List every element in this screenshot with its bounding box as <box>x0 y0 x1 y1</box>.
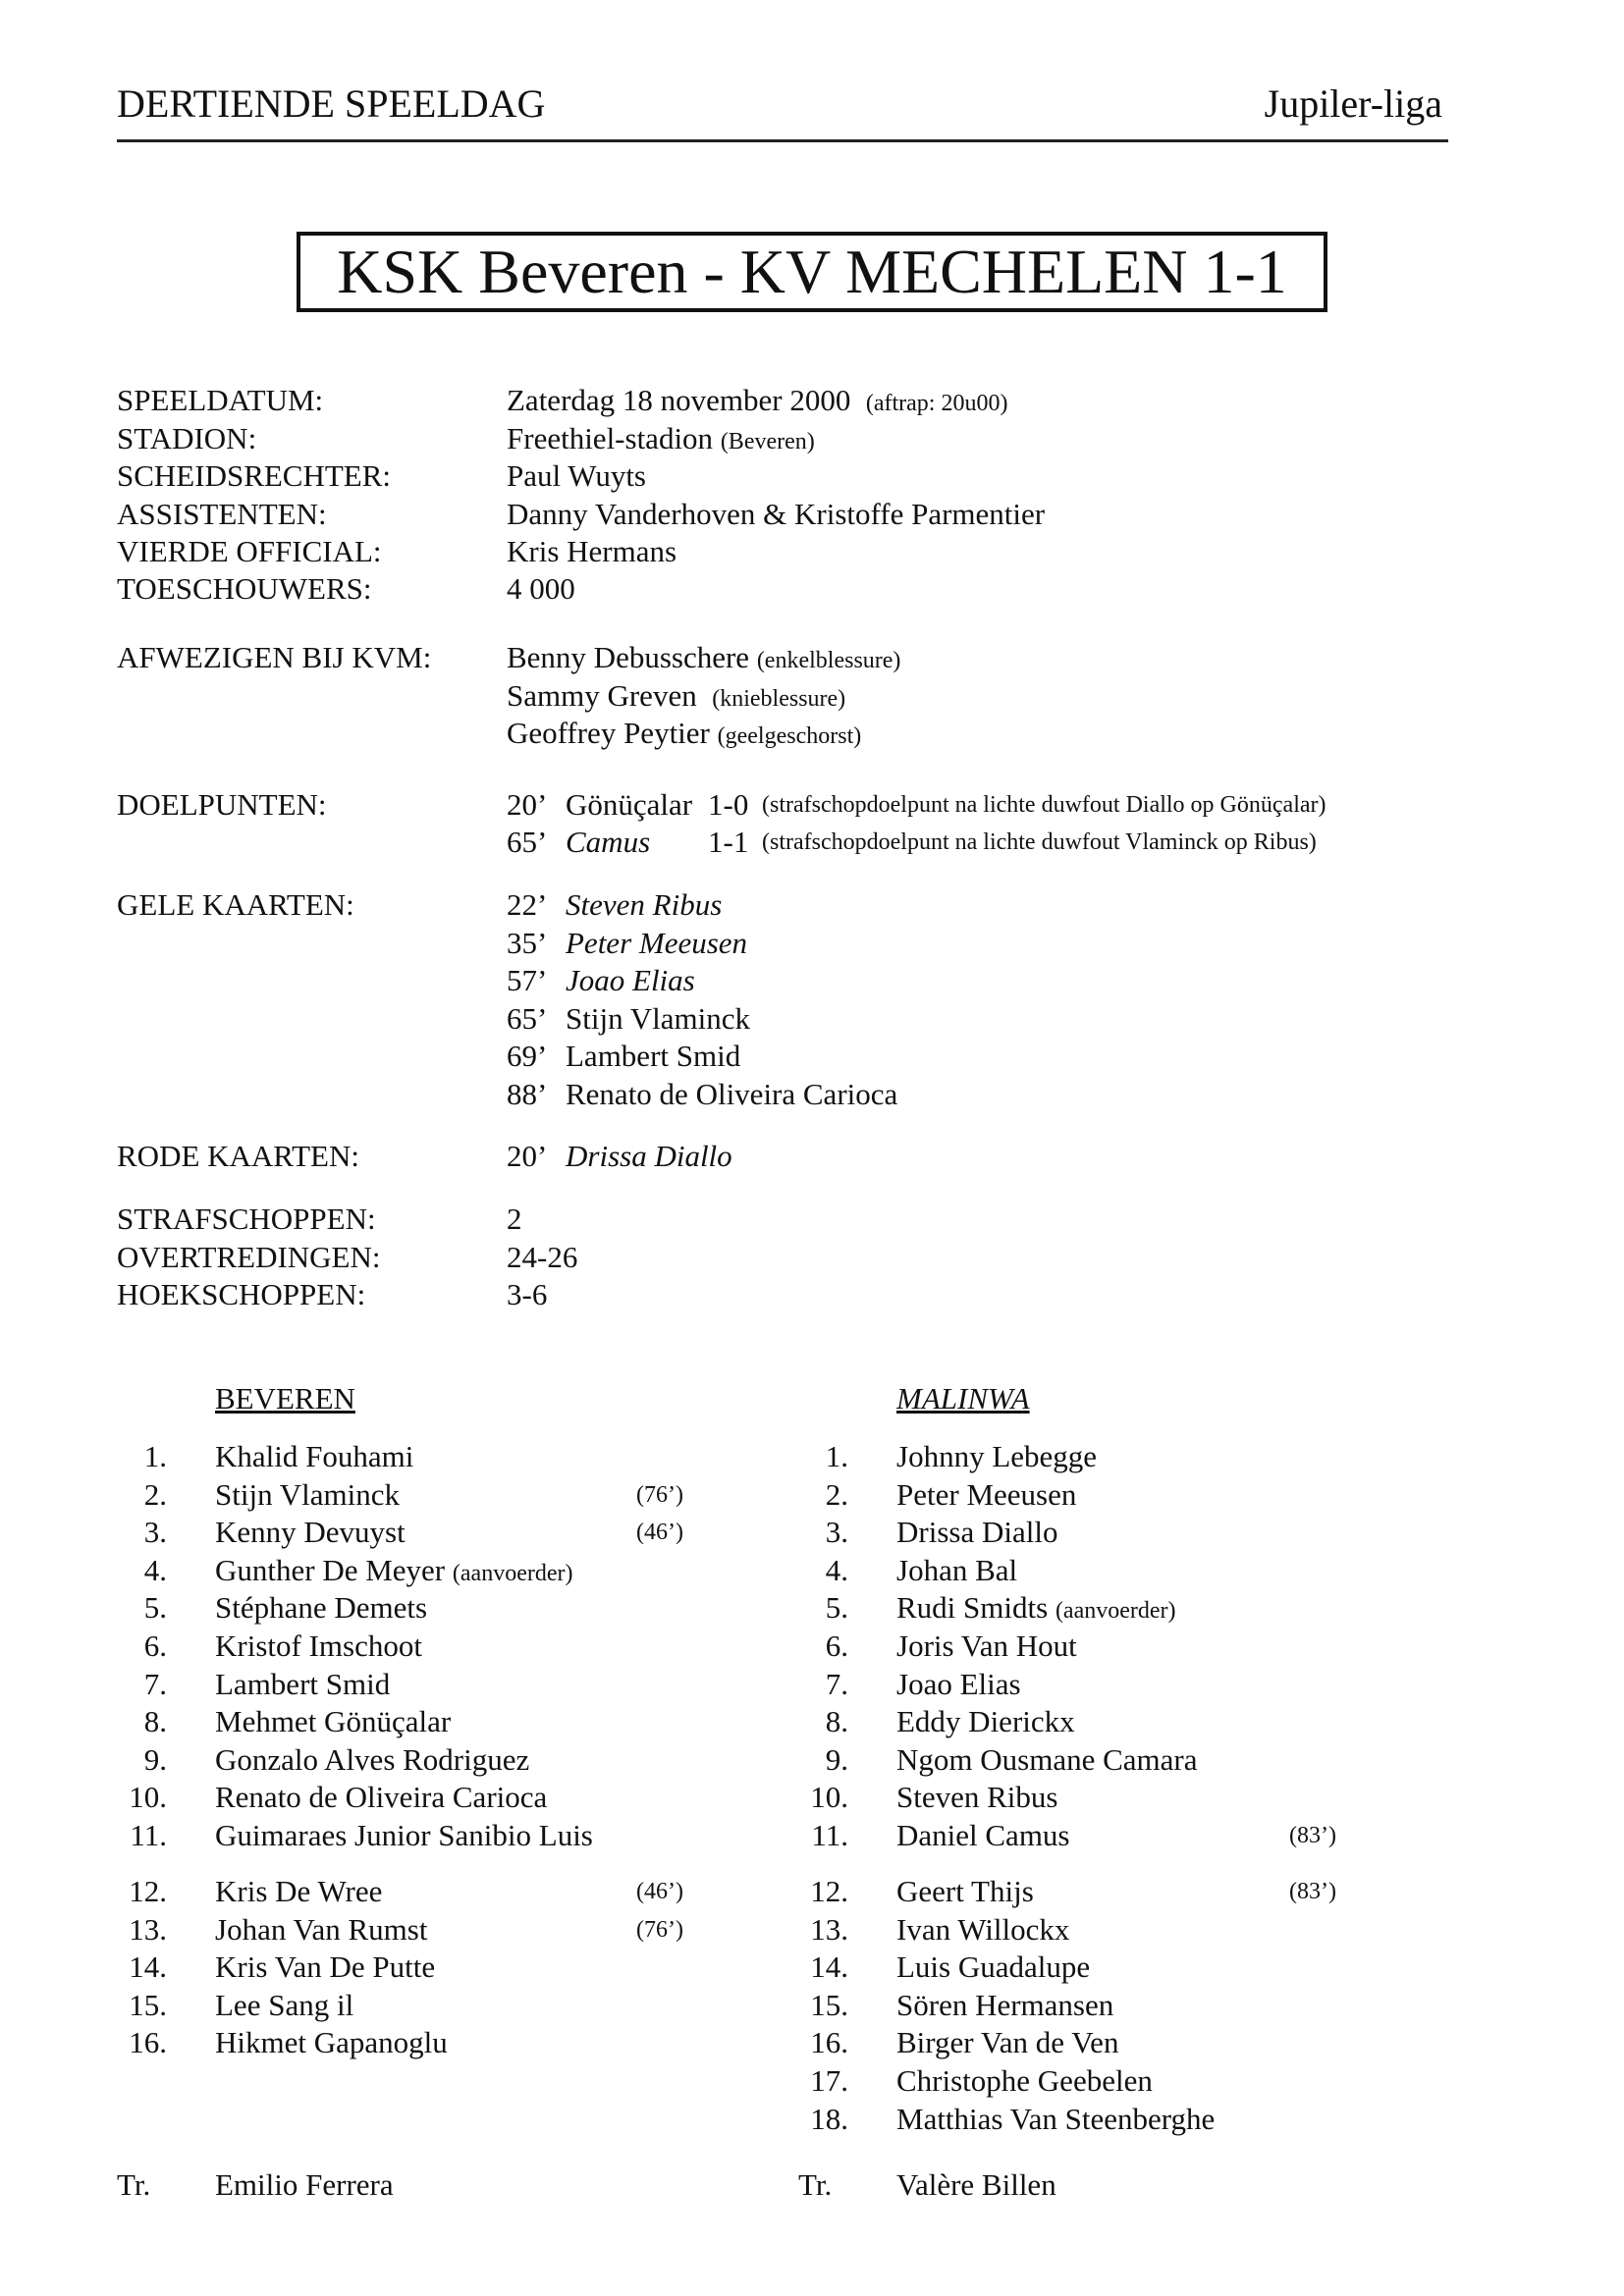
player-number: 8. <box>143 1704 167 1739</box>
goal-minute: 20’ <box>507 787 548 822</box>
player-row <box>0 1437 1624 1476</box>
stat-value: 2 <box>507 1201 522 1236</box>
player-row <box>0 2061 1624 2101</box>
goal-score: 1-1 <box>708 825 749 859</box>
trainer-name: Valère Billen <box>896 2167 1056 2202</box>
player-row <box>0 1816 1624 1855</box>
player-row <box>0 1910 1624 1949</box>
player-name-text: Stijn Vlaminck <box>215 1476 401 1512</box>
player-name-text: Johan Bal <box>896 1552 1018 1587</box>
player-name <box>896 1627 1077 1666</box>
player-number: 3. <box>825 1515 848 1550</box>
player-name-text: Kristof Imschoot <box>215 1629 422 1663</box>
player-name-text: Gonzalo Alves Rodriguez <box>215 1741 530 1777</box>
info-value: 4 000 <box>507 571 575 606</box>
player-number: 13. <box>129 1911 167 1947</box>
card-minute: 20’ <box>507 1139 548 1173</box>
matchday-label: DERTIENDE SPEELDAG <box>117 81 546 126</box>
player-row <box>0 1665 1624 1704</box>
player-row <box>0 1627 1624 1666</box>
card-minute: 35’ <box>507 926 548 960</box>
player-name <box>896 2023 1118 2062</box>
player-number: 1. <box>143 1439 167 1473</box>
player-name-text: Peter Meeusen <box>896 1476 1077 1512</box>
trainer-row <box>0 2165 1624 2205</box>
card-player: Renato de Oliveira Carioca <box>566 1077 898 1111</box>
player-name-text: Khalid Fouhami <box>215 1439 414 1473</box>
absent-player: Sammy Greven (knieblessure) <box>507 678 846 713</box>
player-name-text: Geert Thijs <box>896 1874 1034 1908</box>
info-value: Paul Wuyts <box>507 458 646 493</box>
away-team-name: MALINWA <box>896 1381 1030 1415</box>
info-value: Zaterdag 18 november 2000 (aftrap: 20u00) <box>507 383 1008 417</box>
card-player: Steven Ribus <box>566 887 723 922</box>
goal-minute: 65’ <box>507 825 548 859</box>
player-number: 2. <box>143 1476 167 1512</box>
player-number: 8. <box>825 1704 848 1739</box>
player-name <box>896 1740 1197 1780</box>
stat-value: 24-26 <box>507 1240 578 1274</box>
goal-score: 1-0 <box>708 787 749 822</box>
player-row <box>0 1740 1624 1780</box>
trainer-label: Tr. <box>798 2167 833 2202</box>
player-name-text: Drissa Diallo <box>896 1515 1058 1550</box>
absent-player: Benny Debusschere (enkelblessure) <box>507 640 901 674</box>
player-number: 11. <box>130 1818 167 1852</box>
player-name-text: Johan Van Rumst <box>215 1911 428 1947</box>
stat-label: HOEKSCHOPPEN: <box>117 1277 366 1311</box>
player-name-text: Gunther De Meyer <box>215 1552 446 1587</box>
player-name-text: Renato de Oliveira Carioca <box>215 1780 548 1815</box>
player-row <box>0 1513 1624 1552</box>
player-name-text: Hikmet Gapanoglu <box>215 2025 448 2060</box>
player-name-text: Ngom Ousmane Camara <box>896 1741 1198 1777</box>
player-row <box>0 1702 1624 1741</box>
player-name <box>896 1910 1069 1949</box>
player-number: 4. <box>143 1552 167 1587</box>
player-name-text: Guimaraes Junior Sanibio Luis <box>215 1818 593 1852</box>
player-name <box>896 1948 1090 1987</box>
player-number: 11. <box>811 1818 848 1852</box>
player-number: 5. <box>825 1590 848 1626</box>
player-name-text: Eddy Dierickx <box>896 1704 1075 1739</box>
stat-label: OVERTREDINGEN: <box>117 1240 381 1274</box>
card-player: Lambert Smid <box>566 1039 741 1073</box>
player-name <box>896 1588 1176 1630</box>
yellow-cards-label: GELE KAARTEN: <box>117 887 354 922</box>
player-name-text: Lambert Smid <box>215 1666 391 1701</box>
player-name <box>896 1778 1057 1817</box>
red-cards-label: RODE KAARTEN: <box>117 1139 359 1173</box>
card-minute: 65’ <box>507 1001 548 1036</box>
player-row <box>0 1551 1624 1590</box>
player-name-text: Kris Van De Putte <box>215 1949 436 1985</box>
player-number: 16. <box>129 2025 167 2060</box>
info-label: SCHEIDSRECHTER: <box>117 458 392 493</box>
goal-note: (strafschopdoelpunt na lichte duwfout Diallo op Gönüçalar) <box>762 792 1326 818</box>
player-row <box>0 1986 1624 2025</box>
player-name-text: Stéphane Demets <box>215 1590 428 1626</box>
stat-value: 3-6 <box>507 1277 548 1311</box>
player-name-text: Sören Hermansen <box>896 1987 1114 2022</box>
player-number: 10. <box>129 1780 167 1815</box>
player-name <box>896 1816 1070 1855</box>
player-number: 15. <box>810 1987 848 2022</box>
player-name-text: Joao Elias <box>896 1666 1021 1701</box>
player-number: 14. <box>810 1949 848 1985</box>
player-number: 10. <box>810 1780 848 1815</box>
substitution-minute: (76’) <box>636 1481 683 1508</box>
player-name-text: Mehmet Gönüçalar <box>215 1704 452 1739</box>
captain-note: (aanvoerder) <box>1055 1598 1176 1625</box>
player-name-text: Ivan Willockx <box>896 1911 1070 1947</box>
league-label: Jupiler-liga <box>1264 81 1442 126</box>
player-number: 7. <box>825 1666 848 1701</box>
player-number: 3. <box>143 1515 167 1550</box>
player-name-text: Kris De Wree <box>215 1874 383 1908</box>
info-label: SPEELDATUM: <box>117 383 324 417</box>
player-name <box>896 1986 1113 2025</box>
substitution-minute: (83’) <box>1289 1823 1336 1848</box>
player-number: 12. <box>129 1874 167 1908</box>
info-value: Freethiel-stadion (Beveren) <box>507 421 815 455</box>
player-number: 12. <box>810 1874 848 1908</box>
absent-player: Geoffrey Peytier (geelgeschorst) <box>507 716 862 750</box>
page-header <box>117 79 1448 142</box>
info-label: VIERDE OFFICIAL: <box>117 534 382 568</box>
player-number: 14. <box>129 1949 167 1985</box>
player-row <box>0 1778 1624 1817</box>
player-name <box>896 1475 1076 1515</box>
goal-scorer: Camus <box>566 825 651 859</box>
player-number: 9. <box>143 1741 167 1777</box>
player-number: 2. <box>825 1476 848 1512</box>
player-number: 5. <box>143 1590 167 1626</box>
goal-note: (strafschopdoelpunt na lichte duwfout Vlaminck op Ribus) <box>762 829 1317 855</box>
card-minute: 57’ <box>507 963 548 997</box>
player-number: 4. <box>825 1552 848 1587</box>
info-value: Danny Vanderhoven & Kristoffe Parmentier <box>507 497 1046 531</box>
trainer-label: Tr. <box>117 2167 151 2202</box>
player-row <box>0 1948 1624 1987</box>
goals-label: DOELPUNTEN: <box>117 787 327 822</box>
info-value: Kris Hermans <box>507 534 677 568</box>
player-name-text: Daniel Camus <box>896 1818 1070 1852</box>
player-row <box>0 2100 1624 2139</box>
card-minute: 88’ <box>507 1077 548 1111</box>
player-name-text: Joris Van Hout <box>896 1629 1077 1663</box>
info-label: TOESCHOUWERS: <box>117 571 372 606</box>
player-number: 9. <box>825 1741 848 1777</box>
trainer-name: Emilio Ferrera <box>215 2167 394 2202</box>
player-name <box>896 2100 1215 2139</box>
player-name-text: Rudi Smidts <box>896 1590 1049 1626</box>
player-name <box>896 1551 1017 1590</box>
goal-scorer: Gönüçalar <box>566 787 693 822</box>
player-row <box>0 1475 1624 1515</box>
captain-note: (aanvoerder) <box>452 1560 573 1586</box>
player-row <box>0 1588 1624 1628</box>
player-number: 7. <box>143 1666 167 1701</box>
player-number: 6. <box>825 1629 848 1663</box>
absent-label: AFWEZIGEN BIJ KVM: <box>117 640 432 674</box>
player-name-text: Johnny Lebegge <box>896 1439 1098 1473</box>
player-number: 6. <box>143 1629 167 1663</box>
substitution-minute: (83’) <box>1289 1879 1336 1904</box>
player-name-text: Birger Van de Ven <box>896 2025 1119 2060</box>
match-title: KSK Beveren - KV MECHELEN 1-1 <box>297 232 1327 312</box>
info-label: ASSISTENTEN: <box>117 497 327 531</box>
card-player: Drissa Diallo <box>566 1139 732 1173</box>
card-player: Peter Meeusen <box>566 926 748 960</box>
player-number: 17. <box>810 2063 848 2098</box>
card-minute: 69’ <box>507 1039 548 1073</box>
card-minute: 22’ <box>507 887 548 922</box>
home-team-name: BEVEREN <box>215 1381 355 1415</box>
player-name <box>896 1437 1097 1476</box>
player-name <box>896 1665 1021 1704</box>
info-label: STADION: <box>117 421 257 455</box>
player-number: 18. <box>810 2101 848 2136</box>
player-row <box>0 1872 1624 1911</box>
player-name <box>896 1702 1075 1741</box>
card-player: Joao Elias <box>566 963 695 997</box>
stat-label: STRAFSCHOPPEN: <box>117 1201 376 1236</box>
player-name-text: Steven Ribus <box>896 1780 1058 1815</box>
player-name-text: Lee Sang il <box>215 1987 354 2022</box>
player-number: 13. <box>810 1911 848 1947</box>
player-name-text: Christophe Geebelen <box>896 2063 1153 2098</box>
substitution-minute: (46’) <box>636 1879 683 1904</box>
player-number: 15. <box>129 1987 167 2022</box>
player-number: 1. <box>825 1439 848 1473</box>
player-name <box>896 1513 1057 1552</box>
player-name <box>896 1872 1034 1911</box>
player-number: 16. <box>810 2025 848 2060</box>
player-name-text: Luis Guadalupe <box>896 1949 1091 1985</box>
substitution-minute: (46’) <box>636 1520 683 1546</box>
player-name <box>896 2061 1153 2101</box>
player-name-text: Kenny Devuyst <box>215 1515 406 1550</box>
substitution-minute: (76’) <box>636 1916 683 1943</box>
player-name-text: Matthias Van Steenberghe <box>896 2101 1216 2136</box>
card-player: Stijn Vlaminck <box>566 1001 751 1036</box>
player-row <box>0 2023 1624 2062</box>
